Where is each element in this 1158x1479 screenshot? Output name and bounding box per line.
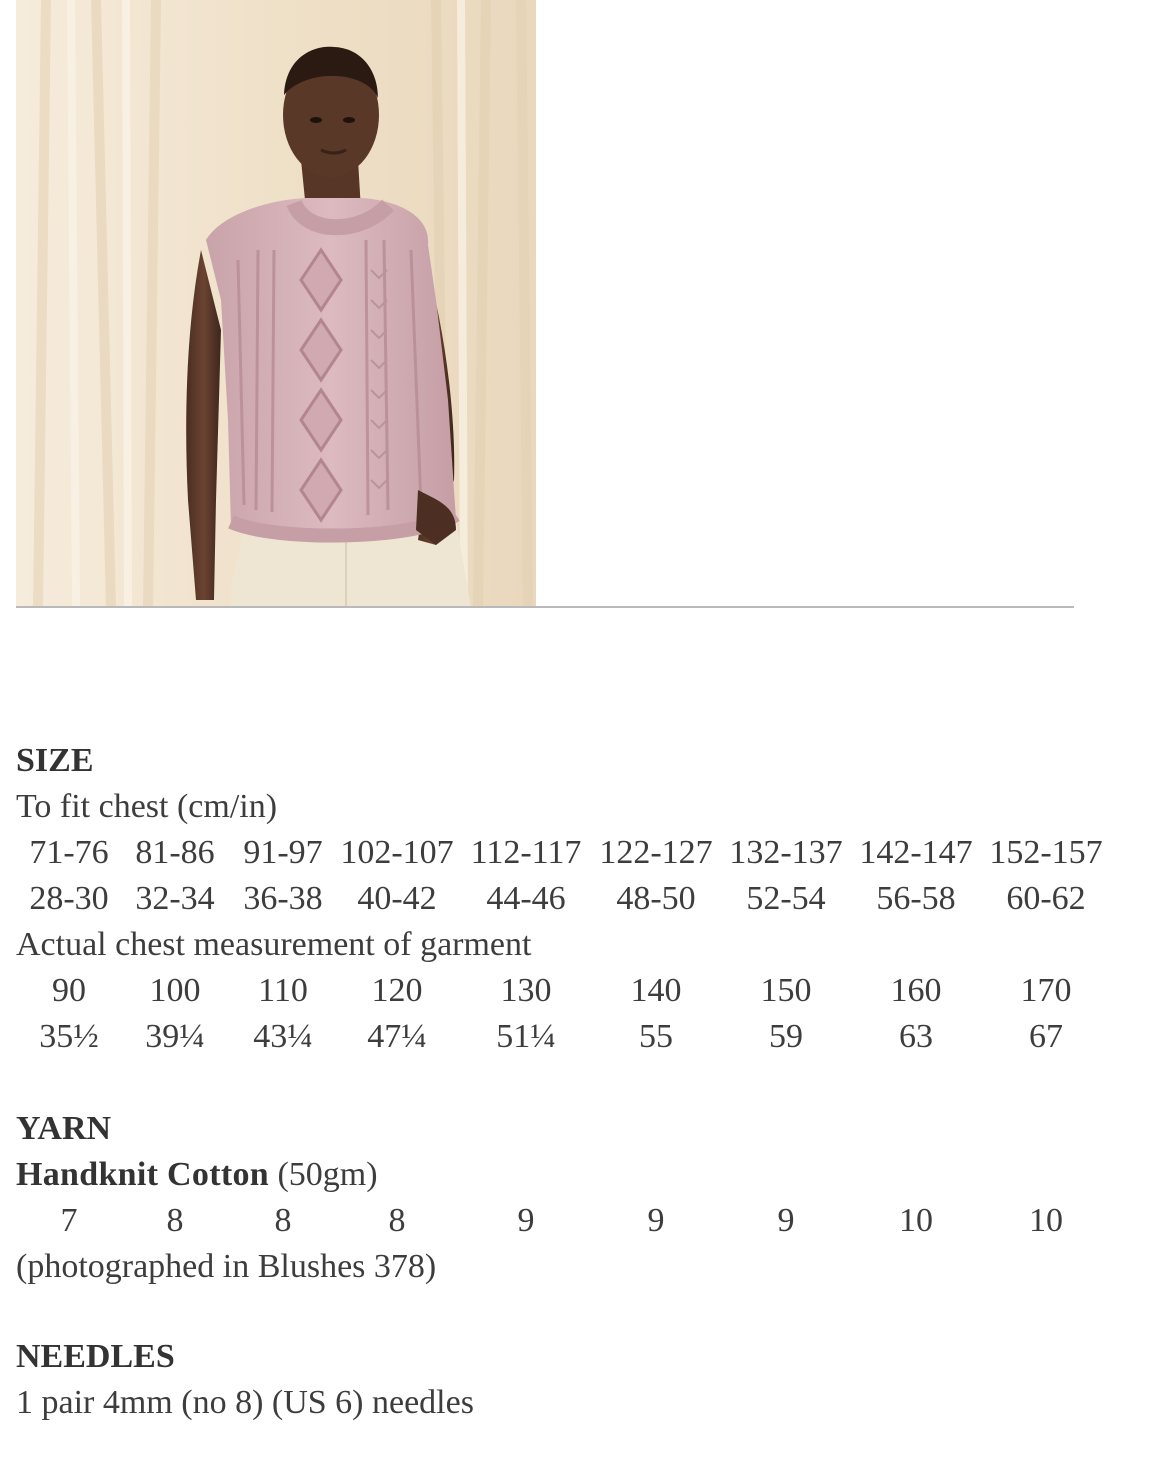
size-cell: 60-62 [1006,880,1086,917]
actual-chest-label: Actual chest measurement of garment [16,926,532,963]
size-cell: 160 [890,972,942,1009]
size-cell: 122-127 [599,834,713,871]
size-cell: 140 [630,972,682,1009]
size-cell: 9 [647,1202,665,1239]
size-cell: 44-46 [486,880,566,917]
size-cell: 170 [1020,972,1072,1009]
size-cell: 36-38 [243,880,323,917]
yarn-line [16,1155,378,1195]
size-heading: SIZE [16,742,94,779]
to-fit-chest-label: To fit chest (cm/in) [16,788,278,825]
size-cell: 8 [166,1202,184,1239]
size-cell: 100 [149,972,201,1009]
size-cell: 43¼ [253,1018,313,1055]
size-cell: 7 [60,1202,78,1239]
size-cell: 150 [760,972,812,1009]
needles-text: 1 pair 4mm (no 8) (US 6) needles [16,1384,474,1421]
size-cell: 8 [388,1202,406,1239]
size-cell: 63 [899,1018,933,1055]
size-cell: 81-86 [135,834,215,871]
size-cell: 48-50 [616,880,696,917]
size-cell: 28-30 [29,880,109,917]
size-cell: 9 [777,1202,795,1239]
pattern-photo [16,0,536,607]
size-cell: 56-58 [876,880,956,917]
section-divider [16,606,1074,608]
actual-cm-row [16,971,1136,1011]
size-cell: 55 [639,1018,673,1055]
yarn-note: (photographed in Blushes 378) [16,1248,437,1285]
size-cell: 8 [274,1202,292,1239]
size-cell: 35½ [39,1018,99,1055]
size-cell: 102-107 [340,834,454,871]
size-cell: 9 [517,1202,535,1239]
size-cell: 120 [371,972,423,1009]
size-cell: 40-42 [357,880,437,917]
size-cell: 132-137 [729,834,843,871]
yarn-heading: YARN [16,1110,112,1147]
size-cell: 47¼ [367,1018,427,1055]
actual-in-row [16,1017,1136,1057]
yarn-name: Handknit Cotton [16,1156,269,1193]
size-cell: 142-147 [859,834,973,871]
size-cell: 112-117 [470,834,582,871]
size-cell: 90 [52,972,86,1009]
size-cell: 71-76 [29,834,109,871]
size-cell: 110 [258,972,308,1009]
size-cell: 32-34 [135,880,215,917]
size-cell: 52-54 [746,880,826,917]
yarn-balls-row [16,1201,1136,1241]
size-cell: 39¼ [145,1018,205,1055]
needles-heading: NEEDLES [16,1338,175,1375]
size-cell: 59 [769,1018,803,1055]
yarn-weight: (50gm) [277,1156,378,1193]
size-cell: 152-157 [989,834,1103,871]
size-cell: 51¼ [496,1018,556,1055]
size-cell: 67 [1029,1018,1063,1055]
to-fit-in-row [16,879,1136,919]
size-cell: 10 [899,1202,933,1239]
to-fit-cm-row [16,833,1136,873]
size-cell: 10 [1029,1202,1063,1239]
size-cell: 91-97 [243,834,323,871]
size-cell: 130 [500,972,552,1009]
